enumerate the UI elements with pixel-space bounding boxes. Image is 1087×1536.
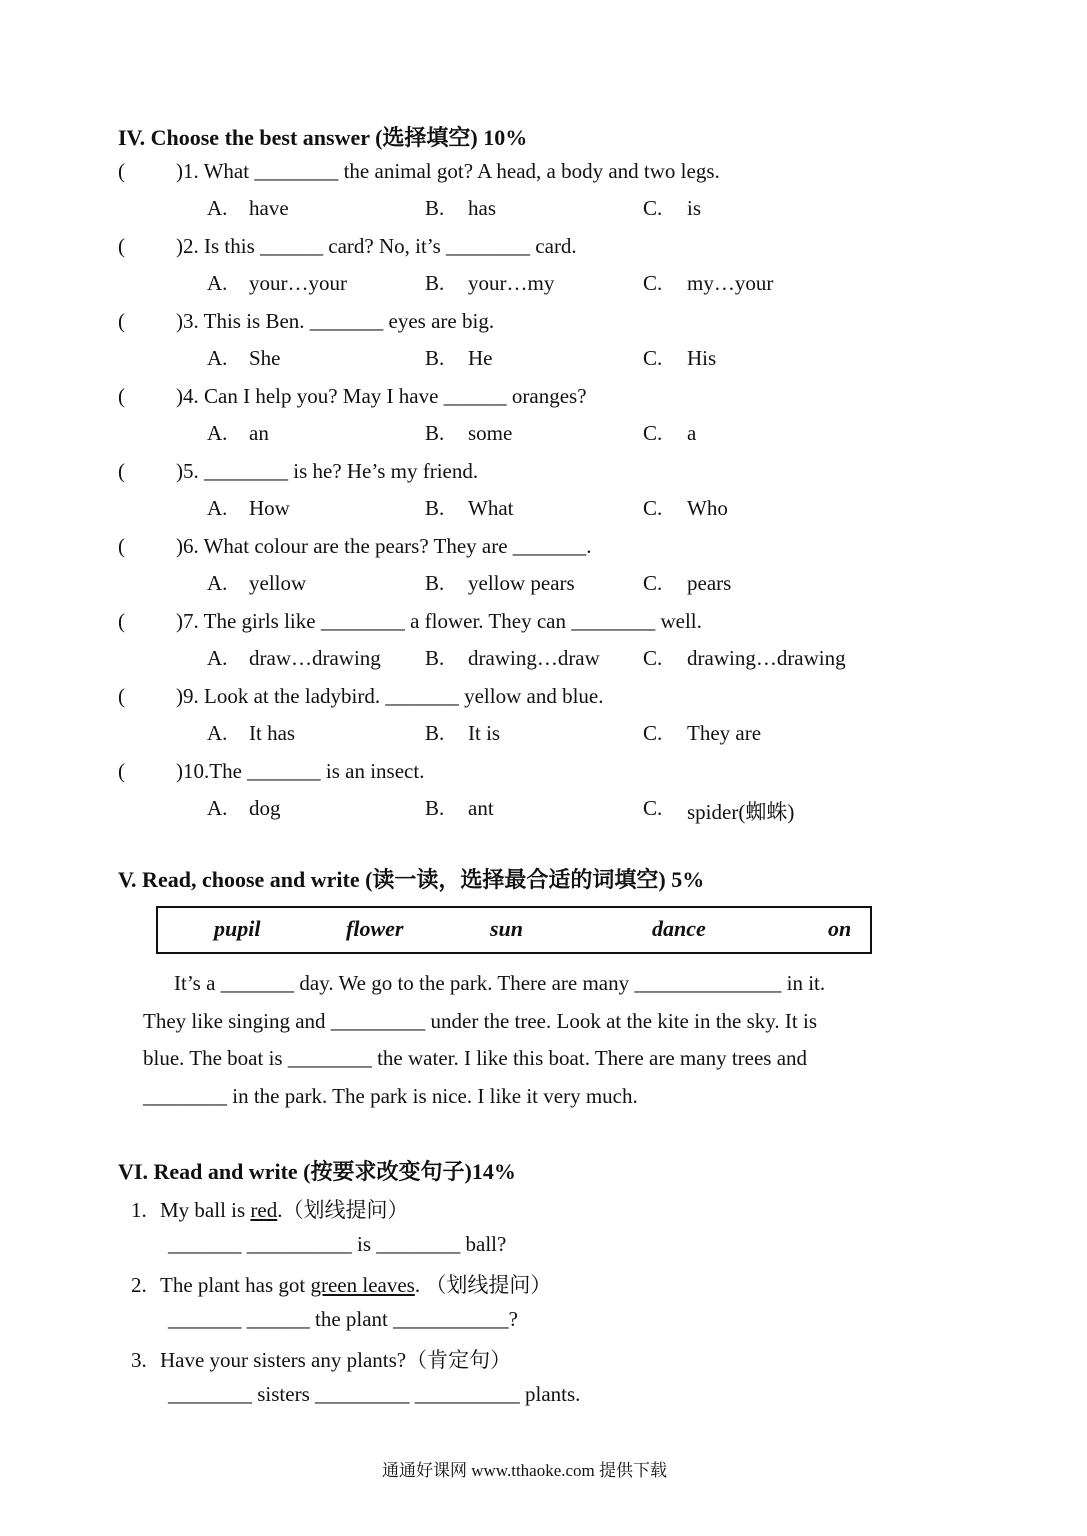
- question-paren: (: [118, 384, 125, 408]
- option-c-label: C.: [643, 496, 663, 520]
- section-4-heading: IV. Choose the best answer (选择填空) 10%: [118, 125, 528, 150]
- answer-line: _______ ______ the plant ___________?: [168, 1307, 518, 1331]
- option-a-label: A.: [207, 571, 228, 595]
- option-a-text: yellow: [249, 571, 307, 595]
- option-a-text: draw…drawing: [249, 646, 381, 670]
- option-b-label: B.: [425, 196, 445, 220]
- option-b-text: It is: [468, 721, 501, 745]
- option-c-label: C.: [643, 721, 663, 745]
- question-stem: )7. The girls like ________ a flower. They can ________ well.: [176, 609, 702, 633]
- option-a-text: dog: [249, 796, 281, 820]
- option-b-label: B.: [425, 571, 445, 595]
- word-bank-item: dance: [652, 916, 706, 941]
- question-stem: )3. This is Ben. _______ eyes are big.: [176, 309, 495, 333]
- passage-line: blue. The boat is ________ the water. I like this boat. There are many trees and: [143, 1046, 808, 1070]
- option-c-label: C.: [643, 346, 663, 370]
- option-c-label: C.: [643, 646, 663, 670]
- item-instruction: .（划线提问）: [277, 1198, 409, 1222]
- option-a-label: A.: [207, 796, 228, 820]
- option-c-label: C.: [643, 571, 663, 595]
- question-paren: (: [118, 159, 125, 183]
- rewrite-item: [131, 1194, 409, 1224]
- question-stem: )9. Look at the ladybird. _______ yellow and blue.: [176, 684, 604, 708]
- option-b-text: has: [468, 196, 496, 220]
- option-b-text: some: [468, 421, 513, 445]
- question-paren: (: [118, 534, 125, 558]
- question-stem: )1. What ________ the animal got? A head, a body and two legs.: [176, 159, 720, 183]
- item-number: 2.: [131, 1273, 147, 1297]
- question-paren: (: [118, 759, 125, 783]
- item-text: My ball is: [160, 1198, 251, 1222]
- footer-text: 通通好课网 www.tthaoke.com 提供下载: [382, 1461, 668, 1480]
- option-b-label: B.: [425, 421, 445, 445]
- rewrite-item: [131, 1344, 511, 1374]
- question-stem: )5. ________ is he? He’s my friend.: [176, 459, 479, 483]
- option-b-label: B.: [425, 646, 445, 670]
- passage-line: It’s a _______ day. We go to the park. There are many ______________ in it.: [174, 971, 826, 995]
- word-bank-item: pupil: [214, 916, 261, 941]
- question-stem: )4. Can I help you? May I have ______ oranges?: [176, 384, 587, 408]
- answer-line: ________ sisters _________ __________ plants.: [168, 1382, 581, 1406]
- word-bank-item: sun: [490, 916, 524, 941]
- option-a-text: She: [249, 346, 281, 370]
- question-paren: (: [118, 459, 125, 483]
- option-a-label: A.: [207, 421, 228, 445]
- question-paren: (: [118, 309, 125, 333]
- question-stem: )10.The _______ is an insect.: [176, 759, 425, 783]
- item-text: Have your sisters any plants?（肯定句）: [160, 1348, 512, 1372]
- option-a-label: A.: [207, 271, 228, 295]
- word-bank: [156, 906, 872, 954]
- option-c-text: my…your: [687, 271, 774, 295]
- option-a-text: How: [249, 496, 290, 520]
- option-b-label: B.: [425, 346, 445, 370]
- option-a-text: It has: [249, 721, 296, 745]
- option-c-text: is: [687, 196, 702, 220]
- section-6-heading: VI. Read and write (按要求改变句子)14%: [118, 1159, 516, 1184]
- option-c-text: spider(蜘蛛): [687, 800, 795, 824]
- section-5-heading: V. Read, choose and write (读一读，选择最合适的词填空) 5%: [118, 867, 705, 892]
- option-a-text: have: [249, 196, 289, 220]
- option-b-label: B.: [425, 496, 445, 520]
- option-a-label: A.: [207, 646, 228, 670]
- word-bank-item: flower: [346, 916, 404, 941]
- question-paren: (: [118, 609, 125, 633]
- question-paren: (: [118, 234, 125, 258]
- option-b-text: drawing…draw: [468, 646, 600, 670]
- option-a-label: A.: [207, 721, 228, 745]
- question-stem: )6. What colour are the pears? They are _______.: [176, 534, 592, 558]
- underlined-word: red: [250, 1198, 278, 1222]
- option-c-text: They are: [687, 721, 762, 745]
- option-b-text: What: [468, 496, 514, 520]
- question-stem: )2. Is this ______ card? No, it’s ________ card.: [176, 234, 577, 258]
- passage-line: They like singing and _________ under the tree. Look at the kite in the sky. It is: [143, 1009, 817, 1033]
- item-instruction: . （划线提问）: [414, 1273, 552, 1297]
- rewrite-item: [131, 1269, 551, 1299]
- passage-line: ________ in the park. The park is nice. I like it very much.: [143, 1084, 638, 1108]
- item-text: The plant has got: [160, 1273, 311, 1297]
- option-c-label: C.: [643, 271, 663, 295]
- word-bank-item: on: [828, 916, 852, 941]
- option-a-label: A.: [207, 346, 228, 370]
- option-b-text: your…my: [468, 271, 555, 295]
- option-c-text: a: [687, 421, 697, 445]
- answer-line: _______ __________ is ________ ball?: [168, 1232, 507, 1256]
- option-c-label: C.: [643, 421, 663, 445]
- question-paren: (: [118, 684, 125, 708]
- option-b-text: He: [468, 346, 493, 370]
- option-c-text: Who: [687, 496, 728, 520]
- option-b-text: yellow pears: [468, 571, 575, 595]
- option-c-text: drawing…drawing: [687, 646, 846, 670]
- option-b-label: B.: [425, 721, 445, 745]
- option-b-label: B.: [425, 271, 445, 295]
- item-number: 1.: [131, 1198, 147, 1222]
- option-a-text: your…your: [249, 271, 347, 295]
- option-c-label: C.: [643, 796, 663, 820]
- underlined-word: green leaves: [310, 1273, 415, 1297]
- option-b-label: B.: [425, 796, 445, 820]
- option-c-label: C.: [643, 196, 663, 220]
- option-a-label: A.: [207, 196, 228, 220]
- option-a-label: A.: [207, 496, 228, 520]
- option-c-text: His: [687, 346, 717, 370]
- option-a-text: an: [249, 421, 269, 445]
- item-number: 3.: [131, 1348, 147, 1372]
- option-c-text: pears: [687, 571, 732, 595]
- option-b-text: ant: [468, 796, 494, 820]
